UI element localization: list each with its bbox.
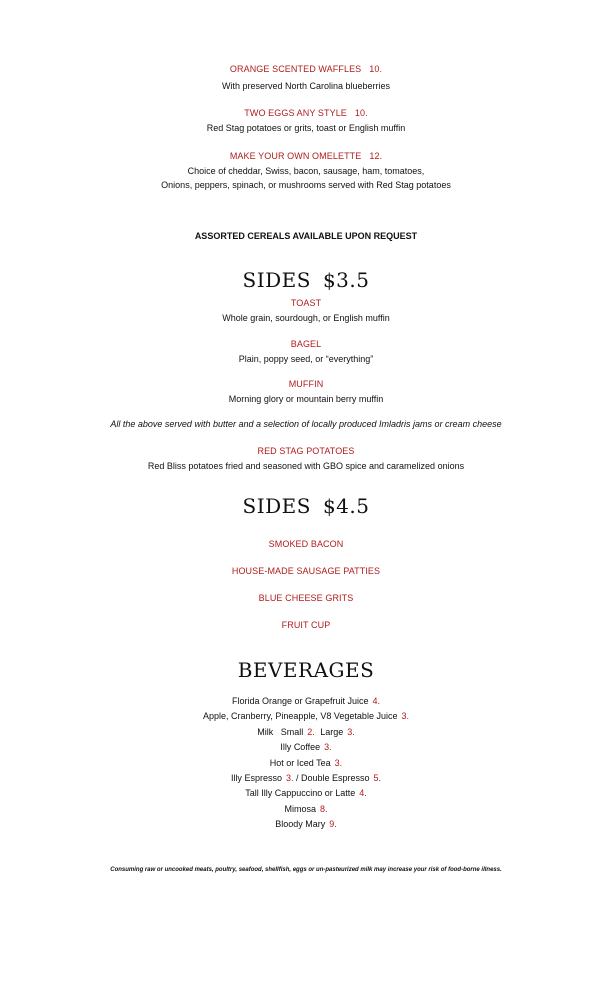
cereals-notice: ASSORTED CEREALS AVAILABLE UPON REQUEST bbox=[194, 231, 418, 241]
beverage-price: 3. bbox=[334, 757, 343, 768]
beverage-item-mimosa: Mimosa 8. bbox=[284, 803, 328, 814]
beverage-item-espresso: Illy Espresso 3. / Double Espresso 5. bbox=[230, 773, 382, 784]
section-price: $4.5 bbox=[322, 494, 370, 518]
menu-item-two-eggs bbox=[0, 107, 612, 135]
item-price: 10. bbox=[354, 108, 368, 118]
menu-item-blue-cheese-grits: BLUE CHEESE GRITS bbox=[258, 593, 354, 603]
item-description: Red Stag potatoes or grits, toast or English muffin bbox=[206, 123, 406, 133]
beverage-item-cappuccino: Tall Illy Cappuccino or Latte 4. bbox=[245, 788, 367, 799]
food-safety-disclaimer: Consuming raw or uncooked meats, poultry, seafood, shellfish, eggs or un-pasteurized milk may increase your risk of food-borne illness. bbox=[110, 867, 502, 873]
beverage-list bbox=[0, 694, 612, 833]
item-price: 12. bbox=[369, 151, 383, 161]
item-price: 10. bbox=[369, 64, 383, 74]
beverage-item-juice: Florida Orange or Grapefruit Juice 4. bbox=[231, 696, 381, 706]
item-description: Red Bliss potatoes fried and seasoned with GBO spice and caramelized onions bbox=[147, 461, 465, 471]
menu-item-bagel bbox=[0, 338, 612, 366]
beverage-price: 4. bbox=[359, 788, 367, 799]
menu-item-waffles bbox=[0, 63, 612, 93]
section-title-sides-45: SIDES $4.5 bbox=[242, 494, 370, 518]
menu-item-red-stag-potatoes bbox=[0, 445, 612, 473]
item-description: Whole grain, sourdough, or English muffin bbox=[222, 313, 390, 323]
item-name: ORANGE SCENTED WAFFLES 10. bbox=[229, 64, 383, 74]
section-title-beverages: BEVERAGES bbox=[237, 658, 375, 682]
beverage-item-tea: Hot or Iced Tea 3. bbox=[269, 757, 343, 768]
beverage-price: 4. bbox=[372, 696, 381, 706]
beverage-price: 3. bbox=[401, 711, 409, 722]
beverage-price: 8. bbox=[320, 803, 328, 814]
item-description: Plain, poppy seed, or “everything” bbox=[238, 354, 374, 364]
menu-item-toast bbox=[0, 297, 612, 325]
beverage-price: 3. bbox=[347, 726, 355, 737]
beverage-price: 3. bbox=[285, 773, 294, 784]
item-name: TWO EGGS ANY STYLE 10. bbox=[244, 108, 368, 118]
beverage-price: 2. bbox=[307, 726, 315, 737]
beverage-item-bloody-mary: Bloody Mary 9. bbox=[275, 819, 337, 830]
menu-item-omelette bbox=[0, 150, 612, 192]
beverage-item-coffee: Illy Coffee 3. bbox=[280, 742, 332, 753]
beverage-item-milk: Milk Small 2. Large 3. bbox=[257, 726, 355, 737]
item-description: Morning glory or mountain berry muffin bbox=[228, 394, 384, 404]
item-name: BAGEL bbox=[290, 339, 322, 349]
section-price: $3.5 bbox=[322, 268, 370, 292]
menu-item-sausage-patties: HOUSE-MADE SAUSAGE PATTIES bbox=[231, 566, 381, 576]
menu-item-muffin bbox=[0, 378, 612, 406]
item-description: With preserved North Carolina blueberries bbox=[221, 81, 391, 91]
item-description: Choice of cheddar, Swiss, bacon, sausage, ham, tomatoes, bbox=[187, 166, 425, 176]
beverage-item-assorted-juice: Apple, Cranberry, Pineapple, V8 Vegetable Juice 3. bbox=[203, 711, 409, 722]
beverage-price: 3. bbox=[324, 742, 332, 753]
sides-note: All the above served with butter and a selection of locally produced Imladris jams or cream cheese bbox=[110, 419, 502, 429]
beverage-price: 9. bbox=[329, 819, 337, 830]
beverage-price: 5. bbox=[373, 773, 382, 784]
item-name: MUFFIN bbox=[288, 379, 324, 389]
item-name: RED STAG POTATOES bbox=[257, 446, 355, 456]
menu-item-smoked-bacon: SMOKED BACON bbox=[268, 539, 344, 549]
item-description: Onions, peppers, spinach, or mushrooms served with Red Stag potatoes bbox=[161, 180, 451, 190]
menu-item-fruit-cup: FRUIT CUP bbox=[281, 620, 331, 630]
item-name: MAKE YOUR OWN OMELETTE 12. bbox=[229, 151, 383, 161]
section-title-sides-35: SIDES $3.5 bbox=[242, 268, 370, 292]
item-name: TOAST bbox=[290, 298, 322, 308]
